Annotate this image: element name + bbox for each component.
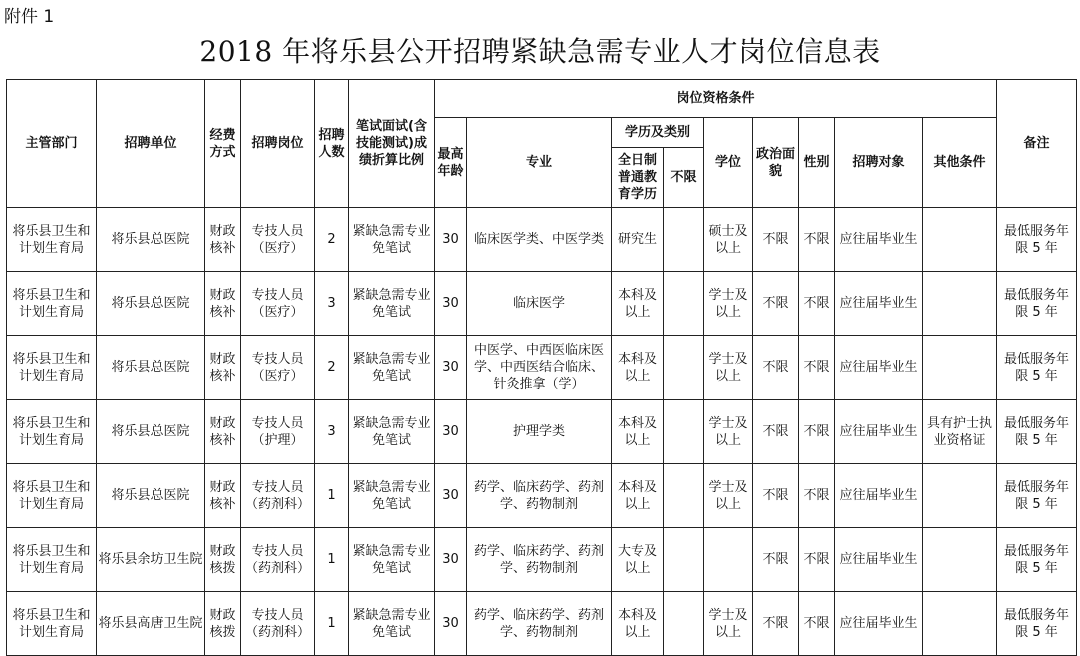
cell-count: 3 [315,272,349,336]
cell-position: 专技人员（护理） [241,400,315,464]
cell-gender: 不限 [799,208,835,272]
cell-degree: 学士及以上 [704,592,753,656]
cell-unlimited [664,464,704,528]
cell-ratio: 紧缺急需专业免笔试 [349,208,435,272]
header-qualifications: 岗位资格条件 [435,80,997,118]
cell-funding: 财政核拨 [205,592,241,656]
header-major: 专业 [467,118,612,208]
cell-position: 专技人员（医疗） [241,272,315,336]
cell-major: 药学、临床药学、药剂学、药物制剂 [467,464,612,528]
cell-other: 具有护士执业资格证 [923,400,997,464]
header-remarks: 备注 [997,80,1077,208]
cell-fulltime: 研究生 [612,208,664,272]
cell-count: 2 [315,336,349,400]
cell-funding: 财政核补 [205,400,241,464]
header-count: 招聘人数 [315,80,349,208]
cell-age: 30 [435,208,467,272]
table-row [7,208,1077,272]
cell-funding: 财政核补 [205,272,241,336]
cell-ratio: 紧缺急需专业免笔试 [349,464,435,528]
table-body [7,208,1077,656]
cell-political: 不限 [753,400,799,464]
cell-remarks: 最低服务年限 5 年 [997,464,1077,528]
cell-funding: 财政核补 [205,208,241,272]
cell-age: 30 [435,464,467,528]
cell-age: 30 [435,272,467,336]
cell-ratio: 紧缺急需专业免笔试 [349,400,435,464]
cell-fulltime: 本科及以上 [612,464,664,528]
cell-count: 2 [315,208,349,272]
header-fulltime: 全日制普通教育学历 [612,148,664,208]
cell-target: 应往届毕业生 [835,464,923,528]
cell-target: 应往届毕业生 [835,336,923,400]
table-row [7,464,1077,528]
cell-unlimited [664,592,704,656]
cell-target: 应往届毕业生 [835,208,923,272]
cell-unit: 将乐县高唐卫生院 [97,592,205,656]
cell-unlimited [664,400,704,464]
cell-remarks: 最低服务年限 5 年 [997,400,1077,464]
cell-position: 专技人员（药剂科） [241,464,315,528]
header-department: 主管部门 [7,80,97,208]
cell-department: 将乐县卫生和计划生育局 [7,336,97,400]
cell-count: 1 [315,528,349,592]
cell-age: 30 [435,400,467,464]
cell-remarks: 最低服务年限 5 年 [997,272,1077,336]
cell-position: 专技人员（医疗） [241,336,315,400]
cell-ratio: 紧缺急需专业免笔试 [349,528,435,592]
cell-degree: 硕士及以上 [704,208,753,272]
table-row [7,400,1077,464]
cell-political: 不限 [753,272,799,336]
positions-table [6,79,1077,656]
cell-other [923,464,997,528]
cell-major: 临床医学 [467,272,612,336]
cell-fulltime: 本科及以上 [612,336,664,400]
cell-major: 药学、临床药学、药剂学、药物制剂 [467,528,612,592]
cell-degree [704,528,753,592]
cell-gender: 不限 [799,272,835,336]
cell-degree: 学士及以上 [704,464,753,528]
cell-ratio: 紧缺急需专业免笔试 [349,272,435,336]
cell-other [923,272,997,336]
header-target: 招聘对象 [835,118,923,208]
cell-count: 1 [315,592,349,656]
cell-department: 将乐县卫生和计划生育局 [7,464,97,528]
cell-unlimited [664,272,704,336]
cell-unlimited [664,208,704,272]
cell-other [923,592,997,656]
header-education: 学历及类别 [612,118,704,148]
cell-department: 将乐县卫生和计划生育局 [7,208,97,272]
cell-gender: 不限 [799,336,835,400]
cell-fulltime: 本科及以上 [612,400,664,464]
cell-gender: 不限 [799,400,835,464]
cell-unlimited [664,336,704,400]
header-unit: 招聘单位 [97,80,205,208]
cell-gender: 不限 [799,528,835,592]
table-row [7,592,1077,656]
cell-funding: 财政核补 [205,464,241,528]
cell-political: 不限 [753,464,799,528]
cell-position: 专技人员（药剂科） [241,528,315,592]
cell-target: 应往届毕业生 [835,592,923,656]
cell-unit: 将乐县余坊卫生院 [97,528,205,592]
cell-department: 将乐县卫生和计划生育局 [7,528,97,592]
cell-fulltime: 本科及以上 [612,272,664,336]
cell-remarks: 最低服务年限 5 年 [997,528,1077,592]
header-funding: 经费方式 [205,80,241,208]
header-position: 招聘岗位 [241,80,315,208]
cell-target: 应往届毕业生 [835,528,923,592]
cell-unit: 将乐县总医院 [97,400,205,464]
cell-position: 专技人员（药剂科） [241,592,315,656]
cell-major: 护理学类 [467,400,612,464]
cell-funding: 财政核拨 [205,528,241,592]
cell-unit: 将乐县总医院 [97,272,205,336]
cell-age: 30 [435,336,467,400]
attachment-label: 附件 1 [4,7,55,27]
cell-position: 专技人员（医疗） [241,208,315,272]
table-row [7,336,1077,400]
cell-unlimited [664,528,704,592]
cell-political: 不限 [753,592,799,656]
cell-unit: 将乐县总医院 [97,208,205,272]
table-row [7,272,1077,336]
cell-ratio: 紧缺急需专业免笔试 [349,336,435,400]
cell-major: 药学、临床药学、药剂学、药物制剂 [467,592,612,656]
cell-other [923,208,997,272]
cell-unit: 将乐县总医院 [97,336,205,400]
cell-department: 将乐县卫生和计划生育局 [7,592,97,656]
cell-count: 1 [315,464,349,528]
cell-political: 不限 [753,528,799,592]
cell-political: 不限 [753,208,799,272]
cell-major: 中医学、中西医临床医学、中西医结合临床、针灸推拿（学） [467,336,612,400]
header-max-age: 最高年龄 [435,118,467,208]
cell-funding: 财政核补 [205,336,241,400]
cell-gender: 不限 [799,592,835,656]
cell-ratio: 紧缺急需专业免笔试 [349,592,435,656]
cell-other [923,336,997,400]
header-ratio: 笔试面试(含技能测试)成绩折算比例 [349,80,435,208]
cell-department: 将乐县卫生和计划生育局 [7,400,97,464]
cell-remarks: 最低服务年限 5 年 [997,336,1077,400]
cell-major: 临床医学类、中医学类 [467,208,612,272]
cell-target: 应往届毕业生 [835,400,923,464]
cell-remarks: 最低服务年限 5 年 [997,208,1077,272]
header-other: 其他条件 [923,118,997,208]
cell-department: 将乐县卫生和计划生育局 [7,272,97,336]
cell-unit: 将乐县总医院 [97,464,205,528]
cell-fulltime: 大专及以上 [612,528,664,592]
header-political: 政治面貌 [753,118,799,208]
cell-count: 3 [315,400,349,464]
cell-fulltime: 本科及以上 [612,592,664,656]
cell-remarks: 最低服务年限 5 年 [997,592,1077,656]
cell-degree: 学士及以上 [704,400,753,464]
header-unlimited: 不限 [664,148,704,208]
table-row [7,528,1077,592]
cell-target: 应往届毕业生 [835,272,923,336]
header-gender: 性别 [799,118,835,208]
cell-gender: 不限 [799,464,835,528]
header-degree: 学位 [704,118,753,208]
cell-age: 30 [435,528,467,592]
cell-degree: 学士及以上 [704,336,753,400]
cell-age: 30 [435,592,467,656]
cell-degree: 学士及以上 [704,272,753,336]
cell-political: 不限 [753,336,799,400]
cell-other [923,528,997,592]
page-title: 2018 年将乐县公开招聘紧缺急需专业人才岗位信息表 [199,35,881,68]
